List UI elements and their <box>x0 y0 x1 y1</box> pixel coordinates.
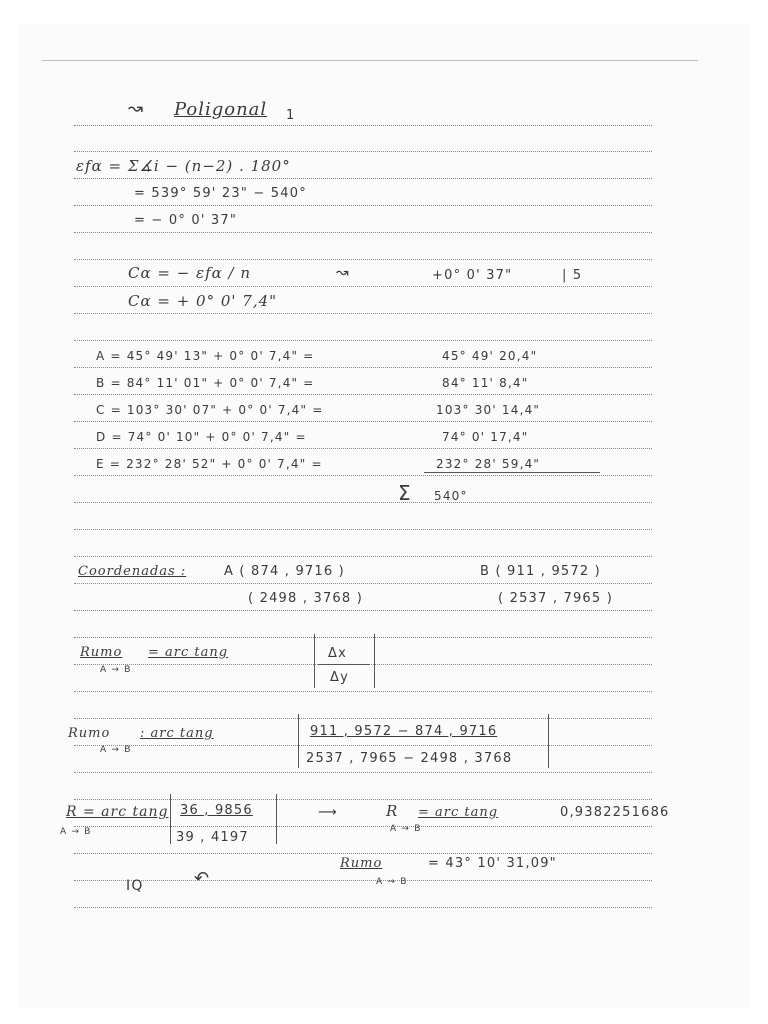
angle-a-result: 45° 49' 20,4" <box>442 349 538 363</box>
ruled-line <box>74 394 652 395</box>
angle-c-equation: C = 103° 30' 07" + 0° 0' 7,4" = <box>96 403 324 417</box>
fraction2-numerator: 911 , 9572 − 874 , 9716 <box>310 724 498 739</box>
ruled-line <box>74 529 652 530</box>
ruled-line <box>74 502 652 503</box>
fraction-bar <box>318 664 370 665</box>
angle-b-equation: B = 84° 11' 01" + 0° 0' 7,4" = <box>96 376 315 390</box>
page-title: Poligonal <box>174 99 268 120</box>
final-rumo-value: = 43° 10' 31,09" <box>428 856 557 871</box>
angle-a-equation: A = 45° 49' 13" + 0° 0' 7,4" = <box>96 349 315 363</box>
ruled-line <box>74 205 652 206</box>
error-formula: εfα = Σ∡i − (n−2) . 180° <box>76 157 291 175</box>
r-arctan: = arc tang <box>418 805 499 820</box>
ruled-line <box>74 583 652 584</box>
fraction2-bracket-right <box>548 714 549 768</box>
correction-arrow: ↝ <box>336 263 350 281</box>
ruled-line <box>74 475 652 476</box>
ruled-line <box>74 772 652 773</box>
rumo2-label: Rumo <box>68 726 111 741</box>
fraction3-bracket-right <box>276 794 277 844</box>
angle-d-equation: D = 74° 0' 10" + 0° 0' 7,4" = <box>96 430 307 444</box>
ruled-line <box>74 799 652 800</box>
page-top-edge <box>42 60 698 61</box>
ruled-line <box>74 286 652 287</box>
correction-formula: Cα = − εfα / n <box>128 264 252 282</box>
ruled-line <box>74 448 652 449</box>
delta-y: Δy <box>330 670 349 685</box>
angle-e-result: 232° 28' 59,4" <box>436 457 541 471</box>
ruled-line <box>74 178 652 179</box>
fraction-bracket-right <box>374 634 375 688</box>
fraction3-numerator: 36 , 9856 <box>180 803 253 818</box>
ruled-line <box>74 826 652 827</box>
r-arctan-label: R = arc tang <box>66 804 169 820</box>
angle-e-equation: E = 232° 28' 52" + 0° 0' 7,4" = <box>96 457 323 471</box>
ruled-line <box>74 313 652 314</box>
ruled-line <box>74 745 652 746</box>
r2-subscript: A → B <box>390 824 422 834</box>
ruled-line <box>74 421 652 422</box>
ruled-line <box>74 880 652 881</box>
title-number: 1 <box>286 108 296 123</box>
fraction-bracket-left <box>314 634 315 688</box>
coordinates-label: Coordenadas : <box>78 564 187 579</box>
correction-error-value: +0° 0' 37" <box>432 268 513 283</box>
rumo-label: Rumo <box>80 645 123 660</box>
ruled-line <box>74 367 652 368</box>
point-a-line2: ( 2498 , 3768 ) <box>248 591 363 606</box>
sum-symbol: Σ <box>398 481 412 505</box>
final-rumo-label: Rumo <box>340 856 383 871</box>
rumo2-arctan: : arc tang <box>140 726 214 741</box>
correction-result: Cα = + 0° 0' 7,4" <box>128 292 278 310</box>
angle-c-result: 103° 30' 14,4" <box>436 403 541 417</box>
angle-d-result: 74° 0' 17,4" <box>442 430 529 444</box>
fraction2-denominator: 2537 , 7965 − 2498 , 3768 <box>306 751 513 766</box>
ruled-line <box>74 907 652 908</box>
sum-underline <box>424 472 600 473</box>
ruled-line <box>74 259 652 260</box>
fraction3-denominator: 39 , 4197 <box>176 830 249 845</box>
error-result-line: = − 0° 0' 37" <box>134 213 238 228</box>
rumo-subscript: A → B <box>100 665 132 675</box>
angle-b-result: 84° 11' 8,4" <box>442 376 529 390</box>
ruled-line <box>74 637 652 638</box>
ruled-line <box>74 718 652 719</box>
ruled-line <box>74 556 652 557</box>
correction-divisor: | 5 <box>562 268 583 283</box>
rumo-arctan: = arc tang <box>148 645 229 660</box>
point-b-line2: ( 2537 , 7965 ) <box>498 591 613 606</box>
ruled-line <box>74 340 652 341</box>
quadrant-arrow: ↶ <box>194 868 211 889</box>
error-value-line: = 539° 59' 23" − 540° <box>134 186 307 201</box>
title-arrow: ↝ <box>128 98 145 119</box>
quadrant-label: IQ <box>126 878 144 894</box>
ruled-line <box>74 125 652 126</box>
delta-x: Δx <box>328 646 347 661</box>
final-rumo-subscript: A → B <box>376 877 408 887</box>
point-b-line1: B ( 911 , 9572 ) <box>480 564 601 579</box>
point-a-line1: A ( 874 , 9716 ) <box>224 564 345 579</box>
ruled-line <box>74 151 652 152</box>
r-subscript: A → B <box>60 827 92 837</box>
r-symbol: R <box>386 802 399 820</box>
ruled-line <box>74 853 652 854</box>
fraction3-bracket-left <box>170 794 171 844</box>
ruled-line <box>74 610 652 611</box>
fraction2-bracket-left <box>298 714 299 768</box>
rumo2-subscript: A → B <box>100 745 132 755</box>
ruled-line <box>74 232 652 233</box>
rumo3-arrow: ⟶ <box>318 805 338 820</box>
sum-value: 540° <box>434 489 468 503</box>
ruled-line <box>74 691 652 692</box>
arctan-value: 0,9382251686 <box>560 805 670 820</box>
